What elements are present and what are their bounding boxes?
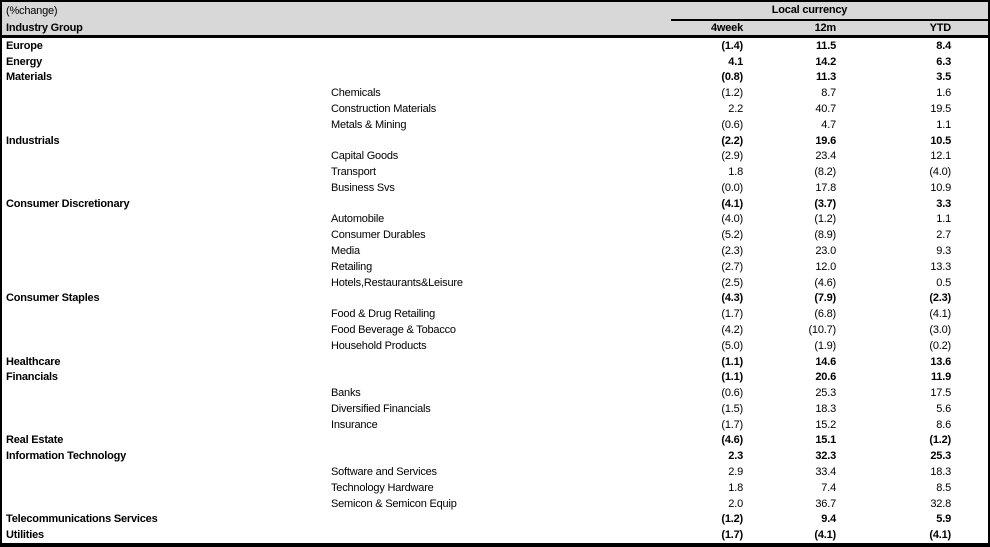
table-row: [2, 306, 988, 322]
value-cell-12m: 4.7: [821, 118, 836, 131]
value-cell-12m: (8.2): [814, 166, 836, 179]
value-cell-4week: 2.2: [728, 103, 743, 116]
sub-industry-label: Automobile: [331, 213, 385, 226]
sub-industry-label: Food Beverage & Tobacco: [331, 323, 456, 336]
sub-industry-label: Consumer Durables: [331, 229, 426, 242]
value-cell-12m: (10.7): [808, 323, 836, 336]
value-cell-4week: (1.4): [721, 39, 743, 52]
industry-group-label: Real Estate: [6, 434, 64, 447]
value-cell-ytd: 8.5: [936, 481, 951, 494]
value-cell-12m: (6.8): [814, 308, 836, 321]
value-cell-ytd: 32.8: [930, 497, 951, 510]
value-cell-ytd: 18.3: [930, 465, 951, 478]
value-cell-4week: (1.2): [721, 87, 743, 100]
table-row: [2, 164, 988, 180]
table-row: [2, 227, 988, 243]
value-cell-4week: 1.8: [728, 481, 743, 494]
value-cell-4week: (0.6): [721, 387, 743, 400]
value-cell-12m: 15.2: [815, 418, 836, 431]
table-row: [2, 101, 988, 117]
sub-industry-label: Technology Hardware: [331, 481, 434, 494]
value-cell-ytd: 10.9: [930, 181, 951, 194]
industry-group-label: Industrials: [6, 134, 60, 147]
industry-group-label: Information Technology: [6, 450, 127, 463]
industry-group-label: Financials: [6, 371, 58, 384]
sub-industry-label: Food & Drug Retailing: [331, 308, 436, 321]
value-cell-12m: 7.4: [821, 481, 836, 494]
industry-group-label: Consumer Staples: [6, 292, 100, 305]
value-cell-12m: (1.2): [814, 213, 836, 226]
value-cell-ytd: 17.5: [930, 387, 951, 400]
sub-industry-label: Semicon & Semicon Equip: [331, 497, 457, 510]
industry-group-label: Healthcare: [6, 355, 61, 368]
industry-group-label: Telecommunications Services: [6, 513, 158, 526]
value-cell-4week: 4.1: [728, 55, 743, 68]
value-cell-ytd: 1.6: [936, 87, 951, 100]
table-row: [2, 259, 988, 275]
value-cell-4week: (2.7): [721, 260, 743, 273]
table-row: [2, 433, 988, 449]
table-row: [2, 527, 988, 543]
value-cell-4week: (4.1): [721, 197, 743, 210]
value-cell-12m: 19.6: [815, 134, 836, 147]
value-cell-4week: (2.9): [721, 150, 743, 163]
value-cell-12m: 18.3: [815, 402, 836, 415]
column-header-12m: 12m: [814, 22, 836, 34]
table-row: [2, 85, 988, 101]
value-cell-ytd: 1.1: [936, 118, 951, 131]
value-cell-12m: (3.7): [814, 197, 836, 210]
sub-industry-label: Capital Goods: [331, 150, 399, 163]
sub-industry-label: Diversified Financials: [331, 402, 431, 415]
value-cell-ytd: (1.2): [929, 434, 951, 447]
value-cell-4week: (5.2): [721, 229, 743, 242]
sub-industry-label: Retailing: [331, 260, 373, 273]
table-row: [2, 117, 988, 133]
table-row: [2, 133, 988, 149]
value-cell-ytd: (4.1): [929, 529, 951, 542]
value-cell-12m: (8.9): [814, 229, 836, 242]
table-row: [2, 148, 988, 164]
table-row: [2, 354, 988, 370]
value-cell-4week: 1.8: [728, 166, 743, 179]
value-cell-12m: 8.7: [821, 87, 836, 100]
value-cell-ytd: (0.2): [929, 339, 951, 352]
value-cell-12m: 12.0: [815, 260, 836, 273]
value-cell-ytd: 25.3: [930, 450, 951, 463]
value-cell-12m: 23.0: [815, 245, 836, 258]
value-cell-12m: 15.1: [815, 434, 836, 447]
header-row-top: [2, 2, 988, 21]
value-cell-ytd: 5.9: [936, 513, 951, 526]
table-row: [2, 448, 988, 464]
percent-change-note: (%change): [6, 5, 58, 17]
sub-industry-label: Banks: [331, 387, 361, 400]
value-cell-ytd: 8.6: [936, 418, 951, 431]
value-cell-4week: (4.6): [721, 434, 743, 447]
value-cell-12m: 40.7: [815, 103, 836, 116]
value-cell-4week: (2.5): [721, 276, 743, 289]
value-cell-ytd: 12.1: [930, 150, 951, 163]
value-cell-4week: (5.0): [721, 339, 743, 352]
table-row: [2, 54, 988, 70]
value-cell-12m: (1.9): [814, 339, 836, 352]
value-cell-12m: 17.8: [815, 181, 836, 194]
table-row: [2, 291, 988, 307]
value-cell-4week: (0.0): [721, 181, 743, 194]
industry-group-column-header: Industry Group: [6, 22, 83, 34]
value-cell-ytd: (4.1): [929, 308, 951, 321]
value-cell-4week: (1.7): [721, 529, 743, 542]
value-cell-4week: (2.3): [721, 245, 743, 258]
table-row: [2, 369, 988, 385]
table-row: [2, 322, 988, 338]
value-cell-ytd: 9.3: [936, 245, 951, 258]
value-cell-ytd: 0.5: [936, 276, 951, 289]
table-row: [2, 496, 988, 512]
column-header-4week: 4week: [710, 22, 743, 34]
industry-group-label: Consumer Discretionary: [6, 197, 130, 210]
value-cell-ytd: 1.1: [936, 213, 951, 226]
table-row: [2, 338, 988, 354]
value-cell-12m: 20.6: [815, 371, 836, 384]
value-cell-ytd: 8.4: [936, 39, 951, 52]
table-row: [2, 212, 988, 228]
table-row: [2, 511, 988, 527]
value-cell-ytd: 5.6: [936, 402, 951, 415]
value-cell-4week: (1.1): [721, 371, 743, 384]
value-cell-4week: 2.0: [728, 497, 743, 510]
sub-industry-label: Household Products: [331, 339, 427, 352]
sub-industry-label: Chemicals: [331, 87, 381, 100]
table-row: [2, 401, 988, 417]
sub-industry-label: Hotels,Restaurants&Leisure: [331, 276, 463, 289]
industry-group-label: Materials: [6, 71, 52, 84]
value-cell-ytd: 13.6: [930, 355, 951, 368]
sub-industry-label: Metals & Mining: [331, 118, 407, 131]
sub-industry-label: Transport: [331, 166, 376, 179]
value-cell-12m: (4.1): [814, 529, 836, 542]
table-row: [2, 480, 988, 496]
value-cell-ytd: 6.3: [936, 55, 951, 68]
value-cell-ytd: 11.9: [930, 371, 951, 384]
column-header-ytd: YTD: [929, 22, 951, 34]
value-cell-ytd: 3.3: [936, 197, 951, 210]
value-cell-12m: 9.4: [821, 513, 836, 526]
value-cell-12m: 11.3: [815, 71, 836, 84]
value-cell-4week: (1.2): [721, 513, 743, 526]
table-row: [2, 385, 988, 401]
value-cell-ytd: 19.5: [930, 103, 951, 116]
value-cell-4week: (1.1): [721, 355, 743, 368]
value-cell-12m: 14.2: [815, 55, 836, 68]
value-cell-12m: 25.3: [815, 387, 836, 400]
value-cell-ytd: (2.3): [929, 292, 951, 305]
value-cell-4week: (0.6): [721, 118, 743, 131]
value-cell-12m: 32.3: [815, 450, 836, 463]
value-cell-12m: 11.5: [815, 39, 836, 52]
industry-group-label: Europe: [6, 39, 43, 52]
industry-group-label: Utilities: [6, 529, 44, 542]
value-cell-12m: 33.4: [815, 465, 836, 478]
value-cell-4week: (1.7): [721, 308, 743, 321]
value-cell-12m: (7.9): [814, 292, 836, 305]
value-cell-4week: (1.5): [721, 402, 743, 415]
value-cell-4week: 2.3: [728, 450, 743, 463]
value-cell-12m: 23.4: [815, 150, 836, 163]
table-row: [2, 275, 988, 291]
value-cell-ytd: (3.0): [929, 323, 951, 336]
table-row: [2, 464, 988, 480]
local-currency-group-header: Local currency: [671, 2, 988, 21]
table-row: [2, 196, 988, 212]
value-cell-4week: (4.3): [721, 292, 743, 305]
value-cell-4week: (0.8): [721, 71, 743, 84]
value-cell-4week: (2.2): [721, 134, 743, 147]
sub-industry-label: Insurance: [331, 418, 378, 431]
table-row: [2, 180, 988, 196]
table-row: [2, 38, 988, 54]
table-row: [2, 417, 988, 433]
value-cell-12m: 36.7: [815, 497, 836, 510]
value-cell-4week: 2.9: [728, 465, 743, 478]
value-cell-ytd: 13.3: [930, 260, 951, 273]
value-cell-12m: 14.6: [815, 355, 836, 368]
table-row: [2, 70, 988, 86]
value-cell-ytd: (4.0): [929, 166, 951, 179]
sub-industry-label: Media: [331, 245, 360, 258]
value-cell-ytd: 2.7: [936, 229, 951, 242]
sub-industry-label: Business Svs: [331, 181, 395, 194]
industry-group-label: Energy: [6, 55, 43, 68]
value-cell-12m: (4.6): [814, 276, 836, 289]
sub-industry-label: Construction Materials: [331, 103, 437, 116]
value-cell-ytd: 10.5: [930, 134, 951, 147]
header-row-columns: [2, 21, 988, 35]
value-cell-4week: (1.7): [721, 418, 743, 431]
value-cell-4week: (4.2): [721, 323, 743, 336]
sub-industry-label: Software and Services: [331, 465, 437, 478]
table-row: [2, 243, 988, 259]
value-cell-ytd: 3.5: [936, 71, 951, 84]
value-cell-4week: (4.0): [721, 213, 743, 226]
table-header: [2, 2, 988, 38]
table-body: [2, 38, 988, 543]
